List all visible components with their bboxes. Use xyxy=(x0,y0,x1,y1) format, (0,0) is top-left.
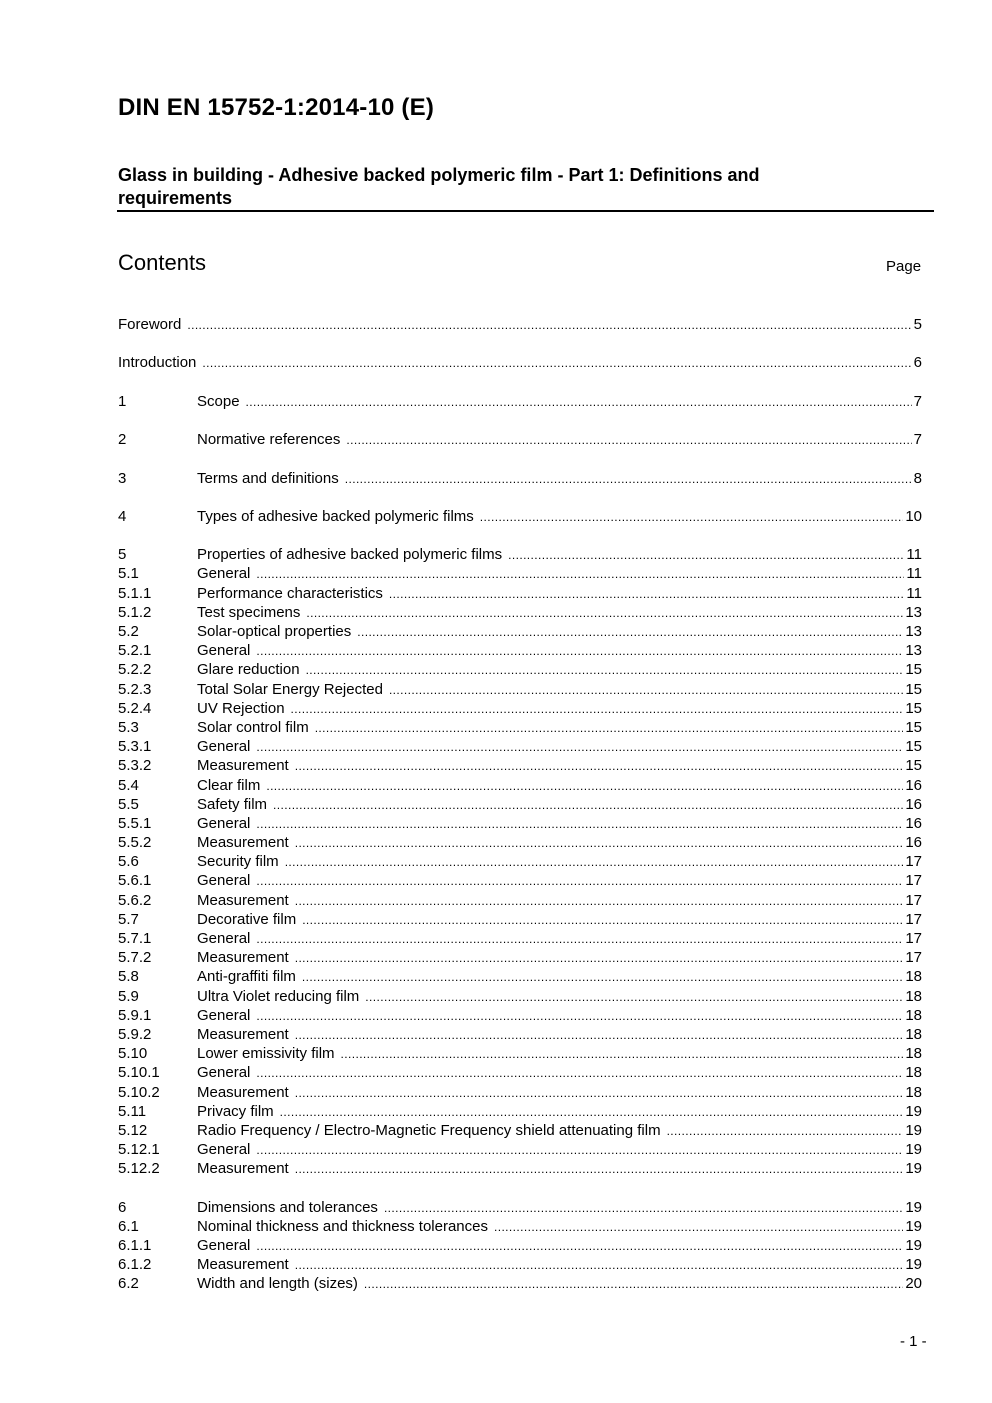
toc-entry[interactable] xyxy=(118,1102,922,1121)
toc-dot-leader xyxy=(295,1255,904,1274)
toc-entry-title: Solar control film xyxy=(197,718,309,736)
toc-dot-leader xyxy=(187,315,911,334)
toc-dot-leader xyxy=(480,507,904,526)
toc-entry-title: General xyxy=(197,814,251,832)
toc-entry-page: 16 xyxy=(905,834,922,852)
toc-entry-title: Width and length (sizes) xyxy=(197,1275,358,1293)
toc-entry-page: 19 xyxy=(905,1237,922,1254)
toc-dot-leader xyxy=(280,1102,904,1121)
toc-entry-title: Properties of adhesive backed polymeric films xyxy=(197,546,503,564)
toc-entry-page: 18 xyxy=(905,1006,922,1024)
toc-dot-leader xyxy=(295,1159,904,1178)
toc-entry-title: Clear film xyxy=(197,776,261,794)
toc-dot-leader xyxy=(266,776,903,795)
toc-entry-page: 15 xyxy=(905,738,922,756)
toc-entry-number: 5.5.2 xyxy=(118,834,152,852)
toc-entry-page: 11 xyxy=(906,584,922,602)
toc-entry-title: Scope xyxy=(197,392,240,410)
toc-dot-leader xyxy=(508,545,904,564)
toc-entry[interactable] xyxy=(118,507,922,526)
toc-entry-number: 5.3 xyxy=(118,718,139,736)
toc-entry-page: 19 xyxy=(905,1160,922,1178)
toc-entry[interactable] xyxy=(118,1198,922,1217)
toc-dot-leader xyxy=(256,1063,903,1082)
toc-entry-page: 17 xyxy=(905,853,922,871)
toc-entry-title: Solar-optical properties xyxy=(197,623,352,640)
toc-entry-page: 19 xyxy=(905,1141,922,1159)
toc-dot-leader xyxy=(256,814,903,833)
toc-entry[interactable] xyxy=(118,469,922,488)
toc-entry-title: General xyxy=(197,930,251,947)
toc-entry-page: 11 xyxy=(906,565,922,583)
toc-entry-page: 7 xyxy=(913,431,922,449)
toc-entry-title: Foreword xyxy=(118,316,182,333)
toc-entry-page: 13 xyxy=(905,603,922,621)
toc-entry-number: 5.2.1 xyxy=(118,642,152,660)
toc-entry-title: Radio Frequency / Electro-Magnetic Frequency shield attenuating film xyxy=(197,1121,661,1139)
toc-dot-leader xyxy=(346,430,911,449)
toc-dot-leader xyxy=(256,737,903,756)
toc-entry[interactable] xyxy=(118,315,922,334)
toc-dot-leader xyxy=(256,564,904,583)
toc-entry[interactable] xyxy=(118,776,922,795)
toc-entry-title: Nominal thickness and thickness tolerances xyxy=(197,1217,488,1235)
toc-entry-number: 6.2 xyxy=(118,1275,139,1293)
toc-dot-leader xyxy=(357,622,903,641)
toc-entry-number: 6 xyxy=(118,1198,127,1216)
toc-entry-page: 17 xyxy=(905,930,922,947)
toc-entry[interactable] xyxy=(118,948,922,967)
toc-entry-page: 10 xyxy=(905,507,922,525)
toc-entry-number: 5.6 xyxy=(118,853,139,871)
toc-entry[interactable] xyxy=(118,1044,922,1063)
toc-entry-number: 5.9 xyxy=(118,987,139,1005)
toc-entry-page: 15 xyxy=(905,757,922,775)
contents-heading: Contents xyxy=(118,250,207,275)
toc-entry-number: 5.6.2 xyxy=(118,891,152,909)
toc-entry-page: 20 xyxy=(905,1275,922,1293)
toc-entry[interactable] xyxy=(118,871,922,890)
toc-entry-page: 15 xyxy=(905,661,922,679)
toc-entry-page: 18 xyxy=(905,1045,922,1063)
toc-entry-page: 19 xyxy=(905,1256,922,1274)
toc-entry[interactable] xyxy=(118,1159,922,1178)
toc-entry[interactable] xyxy=(118,353,922,372)
toc-dot-leader xyxy=(256,641,903,660)
toc-dot-leader xyxy=(341,1044,904,1063)
toc-entry-title: Decorative film xyxy=(197,910,297,928)
toc-dot-leader xyxy=(667,1121,904,1140)
toc-entry-page: 15 xyxy=(905,699,922,717)
page-column-label: Page xyxy=(886,258,922,275)
toc-entry-title: Measurement xyxy=(197,891,289,909)
toc-entry-page: 8 xyxy=(913,469,922,487)
toc-entry-number: 5.2.4 xyxy=(118,699,152,717)
toc-entry-title: Security film xyxy=(197,853,279,871)
toc-entry-title: General xyxy=(197,642,251,660)
toc-entry-page: 18 xyxy=(905,987,922,1005)
toc-entry[interactable] xyxy=(118,852,922,871)
toc-entry-title: Measurement xyxy=(197,1083,289,1101)
toc-entry[interactable] xyxy=(118,1006,922,1025)
toc-entry-page: 11 xyxy=(906,546,922,564)
toc-dot-leader xyxy=(302,910,903,929)
toc-entry[interactable] xyxy=(118,756,922,775)
toc-entry-number: 5.10.1 xyxy=(118,1064,160,1082)
toc-entry-title: Anti-graffiti film xyxy=(197,968,296,986)
toc-entry-number: 5.12.2 xyxy=(118,1160,160,1178)
toc-entry-page: 18 xyxy=(905,1064,922,1082)
toc-entry-page: 19 xyxy=(905,1121,922,1139)
toc-entry-title: Safety film xyxy=(197,795,268,813)
toc-entry[interactable] xyxy=(118,699,922,718)
toc-entry[interactable] xyxy=(118,564,922,583)
toc-dot-leader xyxy=(315,718,904,737)
toc-entry[interactable] xyxy=(118,929,922,948)
toc-entry-number: 6.1.2 xyxy=(118,1256,152,1274)
toc-entry-page: 19 xyxy=(905,1198,922,1216)
toc-entry-title: Measurement xyxy=(197,949,289,967)
toc-entry-number: 5.7.1 xyxy=(118,930,152,947)
toc-dot-leader xyxy=(246,392,912,411)
toc-entry[interactable] xyxy=(118,910,922,929)
toc-dot-leader xyxy=(295,948,904,967)
toc-entry[interactable] xyxy=(118,392,922,411)
toc-entry-number: 5.1 xyxy=(118,565,139,583)
toc-dot-leader xyxy=(256,1140,903,1159)
toc-entry-page: 6 xyxy=(913,354,922,372)
toc-entry[interactable] xyxy=(118,891,922,910)
toc-entry[interactable] xyxy=(118,1063,922,1082)
toc-entry-number: 5.2.3 xyxy=(118,680,152,698)
toc-dot-leader xyxy=(295,891,904,910)
toc-entry-number: 5.5.1 xyxy=(118,814,152,832)
toc-entry-number: 5.1.1 xyxy=(118,584,152,602)
toc-entry-page: 16 xyxy=(905,814,922,832)
toc-dot-leader xyxy=(494,1217,903,1236)
toc-entry-page: 19 xyxy=(905,1102,922,1120)
toc-entry-number: 6.1 xyxy=(118,1217,139,1235)
toc-entry[interactable] xyxy=(118,680,922,699)
toc-dot-leader xyxy=(302,967,903,986)
document-title: Glass in building - Adhesive backed polymeric film - Part 1: Definitions and requirements xyxy=(118,165,760,208)
toc-entry-title: Total Solar Energy Rejected xyxy=(197,680,383,698)
toc-entry-page: 17 xyxy=(905,891,922,909)
toc-entry[interactable] xyxy=(118,795,922,814)
toc-entry-number: 5 xyxy=(118,546,127,564)
toc-entry-title: Measurement xyxy=(197,1160,289,1178)
toc-dot-leader xyxy=(306,660,904,679)
toc-entry-title: Test specimens xyxy=(197,603,301,621)
toc-entry-number: 4 xyxy=(118,507,127,525)
toc-dot-leader xyxy=(295,1083,904,1102)
toc-entry-page: 15 xyxy=(905,680,922,698)
toc-entry-title: General xyxy=(197,872,251,890)
toc-entry-number: 5.4 xyxy=(118,776,139,794)
toc-entry-number: 3 xyxy=(118,469,127,487)
toc-dot-leader xyxy=(285,852,904,871)
toc-entry[interactable] xyxy=(118,545,922,564)
toc-dot-leader xyxy=(256,1006,903,1025)
toc-entry-page: 13 xyxy=(905,642,922,660)
toc-entry-title: General xyxy=(197,1006,251,1024)
toc-entry-page: 16 xyxy=(905,795,922,813)
toc-entry-page: 17 xyxy=(905,949,922,967)
toc-entry-title: Glare reduction xyxy=(197,661,300,679)
toc-entry-title: Dimensions and tolerances xyxy=(197,1198,378,1216)
toc-entry[interactable] xyxy=(118,1140,922,1159)
toc-dot-leader xyxy=(202,353,911,372)
toc-entry-page: 18 xyxy=(905,1025,922,1043)
toc-entry[interactable] xyxy=(118,1274,922,1293)
toc-entry-number: 5.8 xyxy=(118,968,139,986)
toc-entry[interactable] xyxy=(118,1025,922,1044)
toc-entry-number: 6.1.1 xyxy=(118,1237,152,1254)
toc-entry-title: Introduction xyxy=(118,354,197,372)
toc-entry-number: 5.5 xyxy=(118,795,139,813)
toc-entry-page: 17 xyxy=(905,910,922,928)
toc-entry-number: 5.1.2 xyxy=(118,603,152,621)
toc-dot-leader xyxy=(291,699,904,718)
toc-dot-leader xyxy=(365,987,903,1006)
toc-entry[interactable] xyxy=(118,967,922,986)
toc-dot-leader xyxy=(295,1025,904,1044)
toc-entry[interactable] xyxy=(118,622,922,641)
toc-entry-title: Lower emissivity film xyxy=(197,1045,335,1063)
page-number: - 1 - xyxy=(900,1333,927,1350)
toc-dot-leader xyxy=(389,584,905,603)
toc-entry-number: 5.9.1 xyxy=(118,1006,152,1024)
toc-entry-title: Terms and definitions xyxy=(197,469,339,487)
toc-entry-page: 16 xyxy=(905,776,922,794)
toc-dot-leader xyxy=(345,469,912,488)
toc-entry-title: General xyxy=(197,565,251,583)
toc-entry[interactable] xyxy=(118,1217,922,1236)
toc-dot-leader xyxy=(384,1198,903,1217)
toc-entry-number: 5.9.2 xyxy=(118,1025,152,1043)
toc-entry-page: 13 xyxy=(905,623,922,640)
table-of-contents xyxy=(118,315,922,1294)
toc-entry-page: 17 xyxy=(905,872,922,890)
toc-entry-number: 5.6.1 xyxy=(118,872,152,890)
toc-entry-page: 5 xyxy=(913,316,922,333)
toc-entry[interactable] xyxy=(118,1236,922,1255)
toc-entry[interactable] xyxy=(118,814,922,833)
toc-entry-title: Normative references xyxy=(197,431,341,449)
toc-entry-page: 18 xyxy=(905,968,922,986)
toc-entry-title: Measurement xyxy=(197,1025,289,1043)
toc-entry[interactable] xyxy=(118,641,922,660)
toc-entry[interactable] xyxy=(118,987,922,1006)
toc-entry[interactable] xyxy=(118,1083,922,1102)
toc-entry[interactable] xyxy=(118,603,922,622)
toc-entry-number: 5.11 xyxy=(118,1102,147,1120)
toc-entry-number: 5.7 xyxy=(118,910,139,928)
toc-dot-leader xyxy=(256,871,903,890)
toc-entry[interactable] xyxy=(118,737,922,756)
title-divider xyxy=(117,210,934,212)
toc-dot-leader xyxy=(306,603,903,622)
toc-entry[interactable] xyxy=(118,833,922,852)
toc-entry-page: 19 xyxy=(905,1217,922,1235)
toc-dot-leader xyxy=(256,929,903,948)
toc-dot-leader xyxy=(295,833,904,852)
toc-entry-number: 5.3.1 xyxy=(118,738,152,756)
toc-dot-leader xyxy=(256,1236,903,1255)
toc-entry-title: Measurement xyxy=(197,1256,289,1274)
toc-entry-number: 5.12 xyxy=(118,1121,148,1139)
toc-entry-title: General xyxy=(197,1064,251,1082)
toc-entry-number: 5.10.2 xyxy=(118,1083,160,1101)
toc-entry-title: UV Rejection xyxy=(197,699,285,717)
toc-entry-number: 5.2 xyxy=(118,623,139,640)
toc-entry-page: 7 xyxy=(913,392,922,410)
toc-dot-leader xyxy=(364,1274,903,1293)
toc-entry-title: Types of adhesive backed polymeric films xyxy=(197,507,474,525)
toc-entry[interactable] xyxy=(118,718,922,737)
toc-entry[interactable] xyxy=(118,584,922,603)
toc-entry-title: General xyxy=(197,1141,251,1159)
toc-entry-title: Measurement xyxy=(197,834,289,852)
toc-entry-number: 5.7.2 xyxy=(118,949,152,967)
toc-entry[interactable] xyxy=(118,660,922,679)
toc-entry-title: General xyxy=(197,738,251,756)
toc-entry-number: 5.3.2 xyxy=(118,757,152,775)
toc-entry-title: Measurement xyxy=(197,757,289,775)
toc-entry-number: 2 xyxy=(118,431,127,449)
toc-dot-leader xyxy=(273,795,903,814)
toc-entry-number: 5.2.2 xyxy=(118,661,152,679)
toc-entry-page: 15 xyxy=(905,718,922,736)
toc-dot-leader xyxy=(295,756,904,775)
toc-entry-title: Ultra Violet reducing film xyxy=(197,987,360,1005)
document-id: DIN EN 15752-1:2014-10 (E) xyxy=(118,94,435,121)
toc-entry-title: Privacy film xyxy=(197,1102,274,1120)
toc-entry-page: 18 xyxy=(905,1083,922,1101)
toc-entry-number: 5.10 xyxy=(118,1045,148,1063)
toc-dot-leader xyxy=(389,680,903,699)
toc-entry-number: 5.12.1 xyxy=(118,1141,160,1159)
toc-entry-title: General xyxy=(197,1237,251,1254)
toc-entry[interactable] xyxy=(118,1121,922,1140)
toc-entry[interactable] xyxy=(118,430,922,449)
toc-entry-number: 1 xyxy=(118,392,127,410)
toc-entry[interactable] xyxy=(118,1255,922,1274)
toc-entry-title: Performance characteristics xyxy=(197,584,383,602)
